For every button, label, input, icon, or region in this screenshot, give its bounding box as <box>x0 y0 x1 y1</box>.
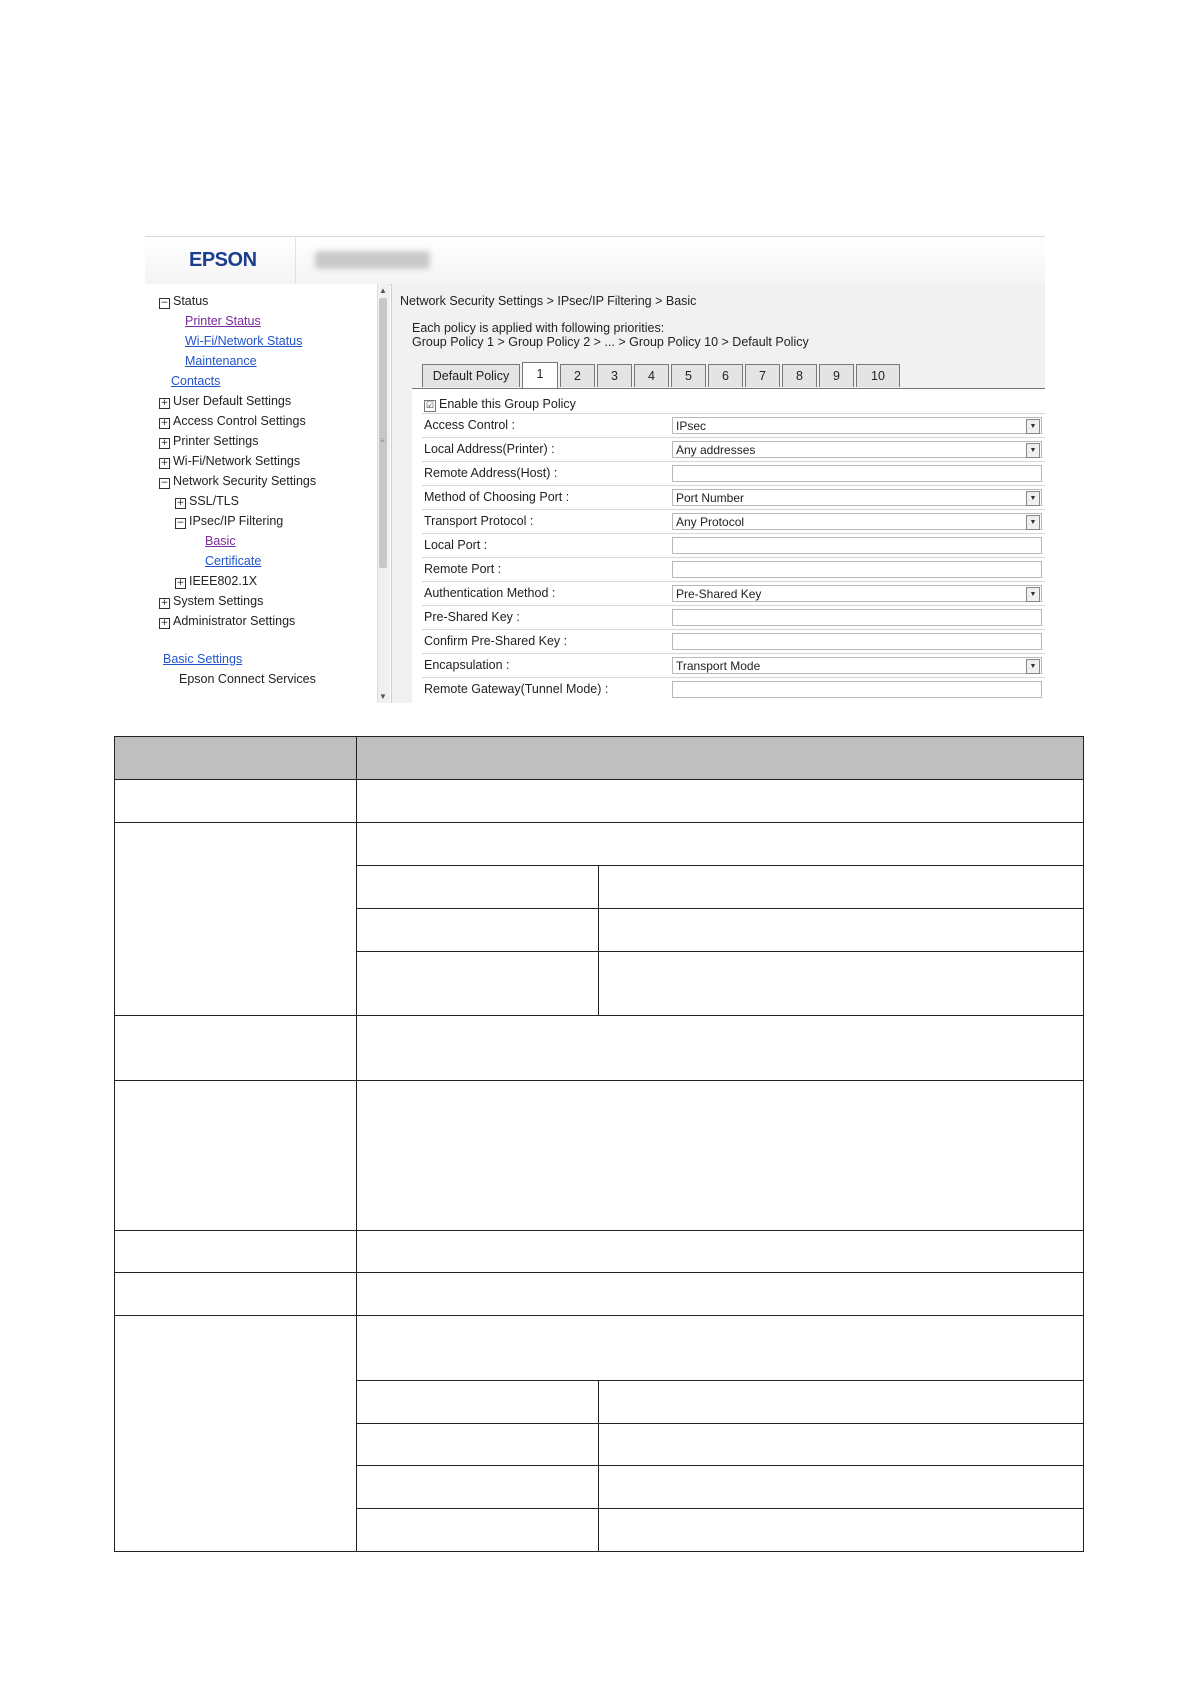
dropdown-arrow-icon[interactable]: ▼ <box>1026 491 1040 506</box>
sidebar-item-printer-status[interactable]: Printer Status <box>185 314 261 328</box>
field-row-confirm-key <box>422 629 1045 654</box>
table-cell <box>356 1016 1083 1081</box>
table-cell <box>598 1466 1084 1509</box>
table-cell <box>356 1231 1083 1273</box>
dropdown-arrow-icon[interactable]: ▼ <box>1026 419 1040 434</box>
tab-7[interactable]: 7 <box>745 364 780 387</box>
expand-icon[interactable]: + <box>160 618 169 628</box>
field-row-encapsulation <box>422 653 1045 678</box>
table-row <box>115 1316 1084 1381</box>
remote-address-input[interactable] <box>672 465 1042 482</box>
field-row-pre-shared-key <box>422 605 1045 630</box>
field-label: Encapsulation : <box>424 658 510 672</box>
dropdown-arrow-icon[interactable]: ▼ <box>1026 515 1040 530</box>
sidebar-item-administrator-settings[interactable]: + Administrator Settings <box>160 614 296 628</box>
sidebar-item-epson-connect-services[interactable]: Epson Connect Services <box>179 672 316 686</box>
tab-3[interactable]: 3 <box>597 364 632 387</box>
tab-5[interactable]: 5 <box>671 364 706 387</box>
epson-logo: EPSON <box>189 249 257 271</box>
table-cell <box>115 1273 357 1316</box>
dropdown-arrow-icon[interactable]: ▼ <box>1026 587 1040 602</box>
sidebar-item-wifi-network-status[interactable]: Wi-Fi/Network Status <box>185 334 303 348</box>
priority-note: Each policy is applied with following priorities: <box>412 321 665 335</box>
table-cell <box>115 1231 357 1273</box>
table-cell <box>356 1509 598 1552</box>
field-row-transport-protocol <box>422 509 1045 534</box>
table-row <box>115 823 1084 866</box>
table-cell <box>598 866 1084 909</box>
table-cell <box>115 1016 357 1081</box>
table-row <box>115 780 1084 823</box>
table-header-cell <box>115 737 357 780</box>
scroll-up-icon[interactable]: ▲ <box>379 286 387 295</box>
local-port-input[interactable] <box>672 537 1042 554</box>
scroll-grip-icon: ≡ <box>380 436 385 445</box>
field-row-port-method <box>422 485 1045 510</box>
access-control-select[interactable]: IPsec ▼ <box>672 417 1042 434</box>
table-cell <box>356 1316 1083 1381</box>
enable-group-policy[interactable]: ☑ Enable this Group Policy <box>425 397 576 411</box>
remote-gateway-input[interactable] <box>672 681 1042 698</box>
main-panel <box>391 284 1045 703</box>
table-row <box>115 1231 1084 1273</box>
field-row-local-port <box>422 533 1045 558</box>
port-method-select[interactable]: Port Number ▼ <box>672 489 1042 506</box>
table-row <box>115 1081 1084 1231</box>
dropdown-arrow-icon[interactable]: ▼ <box>1026 443 1040 458</box>
sidebar-item-ieee8021x[interactable]: + IEEE802.1X <box>176 574 258 588</box>
table-cell <box>356 823 1083 866</box>
collapse-icon[interactable]: − <box>160 298 169 308</box>
policy-form <box>412 388 1045 703</box>
sidebar-item-user-default-settings[interactable]: + User Default Settings <box>160 394 292 408</box>
sidebar-item-network-security-settings[interactable]: − Network Security Settings <box>160 474 317 488</box>
table-cell <box>356 780 1083 823</box>
expand-icon[interactable]: + <box>160 438 169 448</box>
table-cell <box>598 1509 1084 1552</box>
table-cell <box>356 1424 598 1466</box>
tab-10[interactable]: 10 <box>856 364 900 387</box>
field-row-access-control <box>422 413 1045 438</box>
enable-policy-checkbox[interactable]: ☑ <box>425 400 435 410</box>
tab-6[interactable]: 6 <box>708 364 743 387</box>
settings-table <box>114 736 1084 1552</box>
tab-1[interactable]: 1 <box>522 362 558 389</box>
table-cell <box>356 1081 1083 1231</box>
remote-port-input[interactable] <box>672 561 1042 578</box>
table-cell <box>115 1316 357 1552</box>
field-label: Remote Port : <box>424 562 502 576</box>
field-label: Remote Gateway(Tunnel Mode) : <box>424 682 609 696</box>
pre-shared-key-input[interactable] <box>672 609 1042 626</box>
auth-method-select[interactable]: Pre-Shared Key ▼ <box>672 585 1042 602</box>
sidebar-item-wifi-network-settings[interactable]: + Wi-Fi/Network Settings <box>160 454 301 468</box>
expand-icon[interactable]: + <box>160 398 169 408</box>
priority-order: Group Policy 1 > Group Policy 2 > ... > Group Policy 10 > Default Policy <box>412 335 809 349</box>
transport-protocol-select[interactable]: Any Protocol ▼ <box>672 513 1042 530</box>
scrollbar-thumb[interactable] <box>379 298 387 568</box>
field-row-remote-gateway <box>422 677 1045 702</box>
field-label: Method of Choosing Port : <box>424 490 570 504</box>
field-label: Pre-Shared Key : <box>424 610 520 624</box>
field-label: Access Control : <box>424 418 516 432</box>
expand-icon[interactable]: + <box>176 498 185 508</box>
dropdown-arrow-icon[interactable]: ▼ <box>1026 659 1040 674</box>
field-label: Authentication Method : <box>424 586 556 600</box>
table-cell <box>356 866 598 909</box>
sidebar-item-printer-settings[interactable]: + Printer Settings <box>160 434 259 448</box>
field-row-remote-address <box>422 461 1045 486</box>
sidebar-item-contacts[interactable]: Contacts <box>171 374 221 388</box>
table-cell <box>356 1381 598 1424</box>
field-row-remote-port <box>422 557 1045 582</box>
table-cell <box>115 780 357 823</box>
table-row <box>115 1273 1084 1316</box>
table-cell <box>598 1424 1084 1466</box>
collapse-icon[interactable]: − <box>176 518 185 528</box>
expand-icon[interactable]: + <box>160 598 169 608</box>
tab-9[interactable]: 9 <box>819 364 854 387</box>
local-address-select[interactable]: Any addresses ▼ <box>672 441 1042 458</box>
table-cell <box>356 1273 1083 1316</box>
field-label: Local Port : <box>424 538 488 552</box>
table-cell <box>598 1381 1084 1424</box>
table-cell <box>598 909 1084 952</box>
sidebar-item-status[interactable]: − Status <box>160 294 209 308</box>
table-cell <box>115 823 357 1016</box>
table-row <box>115 1016 1084 1081</box>
sidebar-item-basic-settings[interactable]: Basic Settings <box>163 652 243 666</box>
confirm-key-input[interactable] <box>672 633 1042 650</box>
expand-icon[interactable]: + <box>160 458 169 468</box>
table-cell <box>356 909 598 952</box>
field-label: Confirm Pre-Shared Key : <box>424 634 568 648</box>
table-header-cell <box>356 737 1083 780</box>
sidebar-item-maintenance[interactable]: Maintenance <box>185 354 257 368</box>
sidebar-item-ssl-tls[interactable]: + SSL/TLS <box>176 494 240 508</box>
expand-icon[interactable]: + <box>176 578 185 588</box>
table-cell <box>598 952 1084 1016</box>
tab-8[interactable]: 8 <box>782 364 817 387</box>
header-divider <box>295 237 296 284</box>
table-cell <box>356 1466 598 1509</box>
header-bar <box>145 236 1045 285</box>
table-cell <box>356 952 598 1016</box>
encapsulation-select[interactable]: Transport Mode ▼ <box>672 657 1042 674</box>
tab-default-policy[interactable]: Default Policy <box>422 364 520 387</box>
tab-4[interactable]: 4 <box>634 364 669 387</box>
sidebar-item-basic[interactable]: Basic <box>205 534 236 548</box>
sidebar-item-system-settings[interactable]: + System Settings <box>160 594 264 608</box>
sidebar-item-ipsec-ip-filtering[interactable]: − IPsec/IP Filtering <box>176 514 284 528</box>
field-row-auth-method <box>422 581 1045 606</box>
collapse-icon[interactable]: − <box>160 478 169 488</box>
field-label: Remote Address(Host) : <box>424 466 558 480</box>
tab-2[interactable]: 2 <box>560 364 595 387</box>
sidebar-item-access-control-settings[interactable]: + Access Control Settings <box>160 414 306 428</box>
sidebar-item-certificate[interactable]: Certificate <box>205 554 262 568</box>
field-label: Local Address(Printer) : <box>424 442 555 456</box>
expand-icon[interactable]: + <box>160 418 169 428</box>
table-cell <box>115 1081 357 1231</box>
browser-screenshot <box>145 236 1045 703</box>
sidebar-nav <box>145 284 385 703</box>
breadcrumb: Network Security Settings > IPsec/IP Filtering > Basic <box>400 294 697 308</box>
blurred-model-name <box>315 251 430 269</box>
scroll-down-icon[interactable]: ▼ <box>379 692 387 701</box>
table-header-row <box>115 737 1084 780</box>
field-label: Transport Protocol : <box>424 514 534 528</box>
field-row-local-address <box>422 437 1045 462</box>
